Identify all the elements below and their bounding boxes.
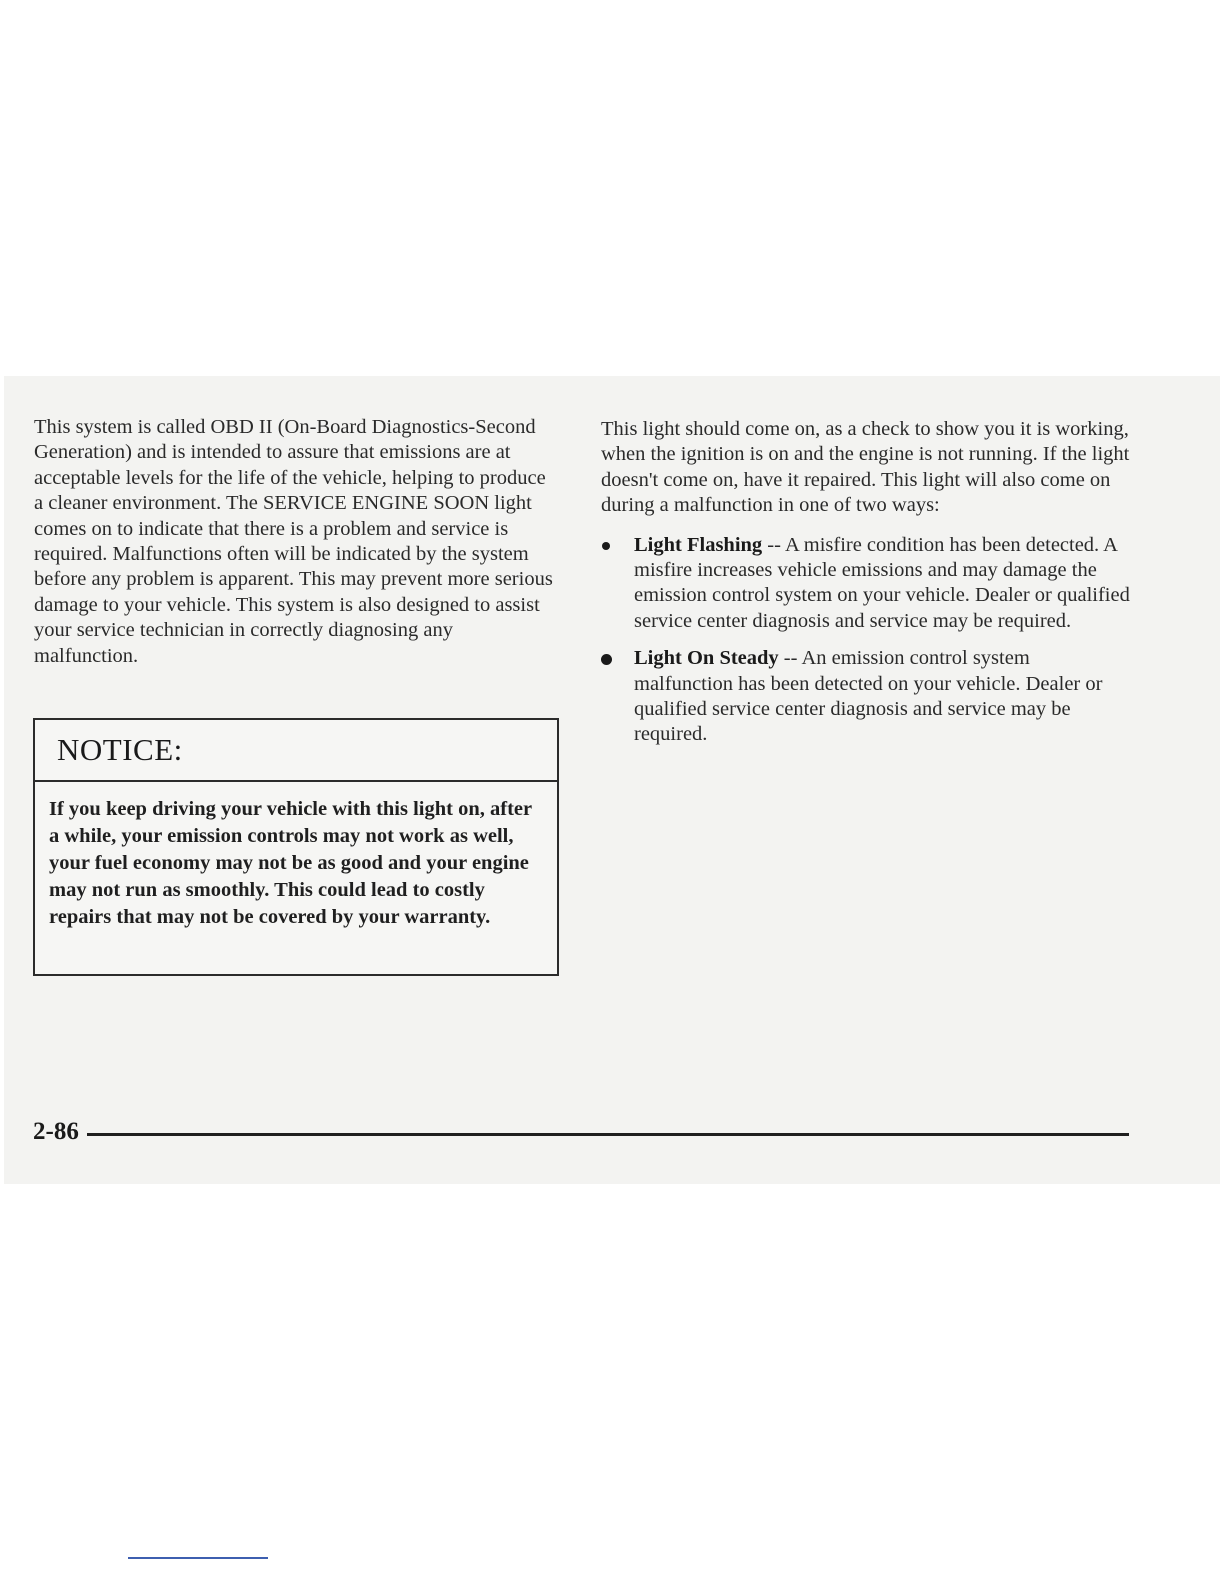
notice-text: If you keep driving your vehicle with this light on, after a while, your emission controls may not work as well, your fuel economy may not be as good and your engine may not run as smoothly. This could lead to costly repairs that may not be covered by your warranty. xyxy=(49,798,532,928)
bullet-icon xyxy=(601,654,612,665)
bullet-term: Light Flashing xyxy=(634,533,763,556)
light-intro-paragraph: This light should come on, as a check to show you it is working, when the ignition is on and the engine is not running. If the light doesn't come on, have it repaired. This light will also come on during a malfunction in one of two ways: xyxy=(601,418,1130,517)
left-column xyxy=(34,415,556,669)
bullet-text: -- An emission control system malfunction has been detected on your vehicle. Dealer or qualified service center diagnosis and service may be required. xyxy=(634,647,1103,746)
footer-rule xyxy=(87,1133,1129,1136)
notice-box xyxy=(33,718,559,976)
bullet-text: -- A misfire condition has been detected. A misfire increases vehicle emissions and may damage the emission control system on your vehicle. Dealer or qualified service center diagnosis and service may be required. xyxy=(634,533,1130,632)
notice-header xyxy=(35,720,557,782)
light-modes-list xyxy=(601,533,1131,748)
list-item-light-on-steady xyxy=(601,646,1131,748)
notice-title: NOTICE: xyxy=(57,732,183,767)
right-column xyxy=(601,417,1131,760)
obd-intro-paragraph: This system is called OBD II (On-Board Diagnostics-Second Generation) and is intended to assure that emissions are at acceptable levels for the life of the vehicle, helping to produce a cleaner environment. The SERVICE ENGINE SOON light comes on to indicate that there is a problem and service is required. Malfunctions often will be indicated by the system before any problem is apparent. This may prevent more serious damage to your vehicle. This system is also designed to assist your service technician in correctly diagnosing any malfunction. xyxy=(34,416,553,667)
page-footer xyxy=(33,1118,1129,1146)
bottom-underline xyxy=(128,1557,268,1559)
page-number: 2-86 xyxy=(33,1118,79,1145)
bullet-icon xyxy=(602,542,610,550)
bullet-term: Light On Steady xyxy=(634,647,779,670)
list-item-light-flashing xyxy=(601,533,1131,635)
